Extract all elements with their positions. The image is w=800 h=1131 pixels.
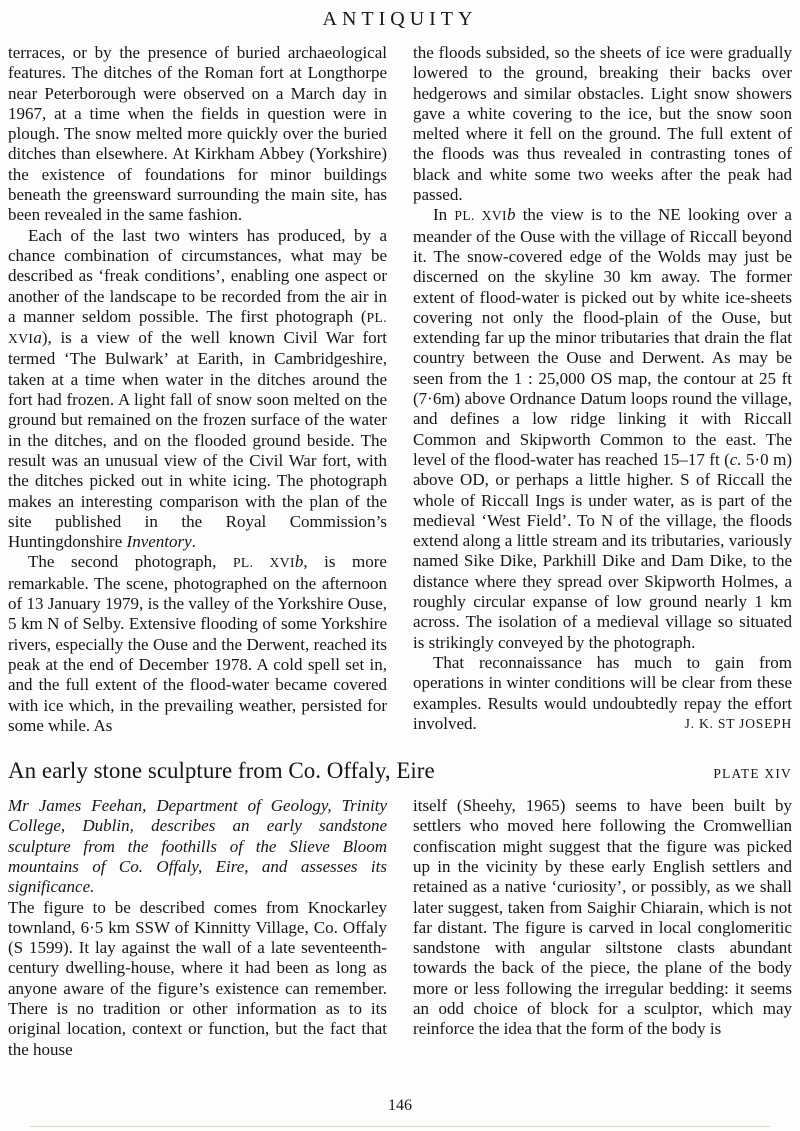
journal-title: ANTIQUITY	[322, 8, 478, 30]
article1-right-column	[413, 43, 792, 736]
paragraph	[413, 653, 792, 734]
article2-heading	[8, 758, 792, 784]
text-segment: , is more remarkable. The scene, photographed on the afternoon of 13 January 1979, is the valley of the Yorkshire Ouse, 5 km N of Selby. Extensive flooding of some Yorkshire rivers, especially the Ouse and the Derwent, reached its peak at the end of December 1978. A cold spell set in, and the full extent of the flood-water became covered with ice which, in the prevailing weather, persisted for some while. As	[8, 552, 387, 735]
text-segment: The figure to be described comes from Knockarley townland, 6·5 km SSW of Kinnitty Village, Co. Offaly (S 1599). It lay against the wall of a late seventeenth-century dwelling-house, where it had been as long as anyone aware of the figure’s existence can remember. There is no tradition or other information as to its original location, context or function, but the fact that the house	[8, 897, 387, 1059]
article1-columns	[8, 43, 792, 736]
article2-left-column	[8, 796, 387, 1060]
text-segment: In	[433, 205, 455, 225]
text-segment: b	[294, 552, 304, 572]
text-segment: itself (Sheehy, 1965) seems to have been built by settlers who moved here following the Cromwellian confiscation might suggest that the figure was picked up in the vicinity by these early English settlers and retained as a native ‘curiosity’, or possibly, as we shall later suggest, taken from Saighir Chiarain, which is not far distant. The figure is carved in local conglomeritic sandstone with angular siltstone clasts abundant towards the back of the piece, the plane of the body more or less following the irregular bedding: it seems an odd choice of block for a sculptor, which may reinforce the idea that the form of the body is	[413, 796, 792, 1039]
text-segment: 5·0 m) above OD, or perhaps a little higher. S of Riccall the whole of Riccall Ings is under water, as is part of the medieval ‘West Field’. To N of the village, the floods extend along a little stream and its tributaries, variously named Sike Dike, Parkhill Dike and Dam Dike, to the distance where they spread over Skipworth Holmes, a roughly circular expanse of low ground nearly 1 km across. The isolation of a medieval village so situated is strikingly conveyed by the photograph.	[413, 449, 792, 652]
text-segment: That reconnaissance has much to gain from operations in winter conditions will be clear from these examples. Results would undoubtedly repay the effort involved.	[413, 652, 792, 733]
text-segment: terraces, or by the presence of buried archaeological features. The ditches of the Roman fort at Longthorpe near Peterborough were observed on a March day in 1967, at a time when the fields in question were in plough. The snow melted more quickly over the buried ditches than elsewhere. At Kirkham Abbey (Yorkshire) the existence of foundations for minor buildings beneath the greensward surrounding the main site, has been revealed in the same fashion.	[8, 43, 387, 225]
article2-columns	[8, 796, 792, 1060]
author-signature: J. K. ST JOSEPH	[684, 715, 792, 731]
text-segment: PL. XVI	[232, 555, 295, 571]
paragraph	[8, 898, 387, 1060]
page-number: 146	[388, 1097, 412, 1114]
text-segment: ), is a view of the well known Civil War fort termed ‘The Bulwark’ at Earith, in Cambridgeshire, taken at a time when water in the ditches around the fort had frozen. A light fall of snow soon melted on the ground but remained on the frozen surface of the water in the ditches, and on the flooded ground beside. The result was an unusual view of the Civil War fort, with the ditches picked out in white icing. The photograph makes an interesting comparison with the plan of the site published in the Royal Commission’s Huntingdonshire	[8, 328, 387, 552]
text-segment: Inventory	[126, 532, 192, 552]
text-segment: PL. XVI	[454, 208, 507, 224]
text-segment: PL. XVI	[8, 309, 387, 347]
text-segment: The second photograph,	[28, 552, 233, 572]
plate-label: PLATE XIV	[713, 766, 792, 782]
paragraph	[8, 552, 387, 736]
paragraph	[8, 226, 387, 553]
text-segment: Mr James Feehan, Department of Geology, Trinity College, Dublin, describes an early sandstone sculpture from the foothills of the Slieve Bloom mountains of Co. Offaly, Eire, and assesses its significance.	[8, 796, 387, 897]
scan-artifact-line	[30, 1126, 770, 1127]
article2-title: An early stone sculpture from Co. Offaly, Eire	[8, 758, 435, 784]
text-segment: the view is to the NE looking over a meander of the Ouse with the village of Riccall beyond it. The snow-covered edge of the Wolds may just be discerned on the skyline 30 km away. The former extent of flood-water is picked out by white ice-sheets covering not only the flood-plain of the Ouse, but extending far up the minor tributaries that drain the flat country between the Ouse and Derwent. As may be seen from the 1 : 25,000 OS map, the contour at 25 ft (7·6m) above Ordnance Datum loops round the village, and defines a low ridge linking it with Riccall Common and Skipworth Common to the east. The level of the flood-water has reached 15–17 ft (	[413, 205, 792, 469]
text-segment: b	[506, 205, 516, 225]
text-segment: Each of the last two winters has produced, by a chance combination of circumstances, what may be described as ‘freak conditions’, enabling one aspect or another of the landscape to be recorded from the air in a manner seldom possible. The first photograph (	[8, 225, 387, 326]
paragraph	[8, 43, 387, 226]
text-segment: .	[191, 532, 196, 552]
paragraph	[8, 796, 387, 897]
paragraph	[413, 796, 792, 1040]
text-segment: the floods subsided, so the sheets of ice were gradually lowered to the ground, breaking their backs over hedgerows and similar obstacles. Light snow showers gave a white covering to the ice, but the snow soon melted where it fell on the ground. The full extent of the floods was thus revealed in contrasting tones of black and white some two weeks after the peak had passed.	[413, 43, 792, 205]
paragraph	[413, 205, 792, 653]
article1-left-column	[8, 43, 387, 736]
text-segment: c.	[729, 449, 742, 469]
text-segment: a	[33, 328, 42, 348]
paragraph	[413, 43, 792, 205]
article2-right-column	[413, 796, 792, 1060]
